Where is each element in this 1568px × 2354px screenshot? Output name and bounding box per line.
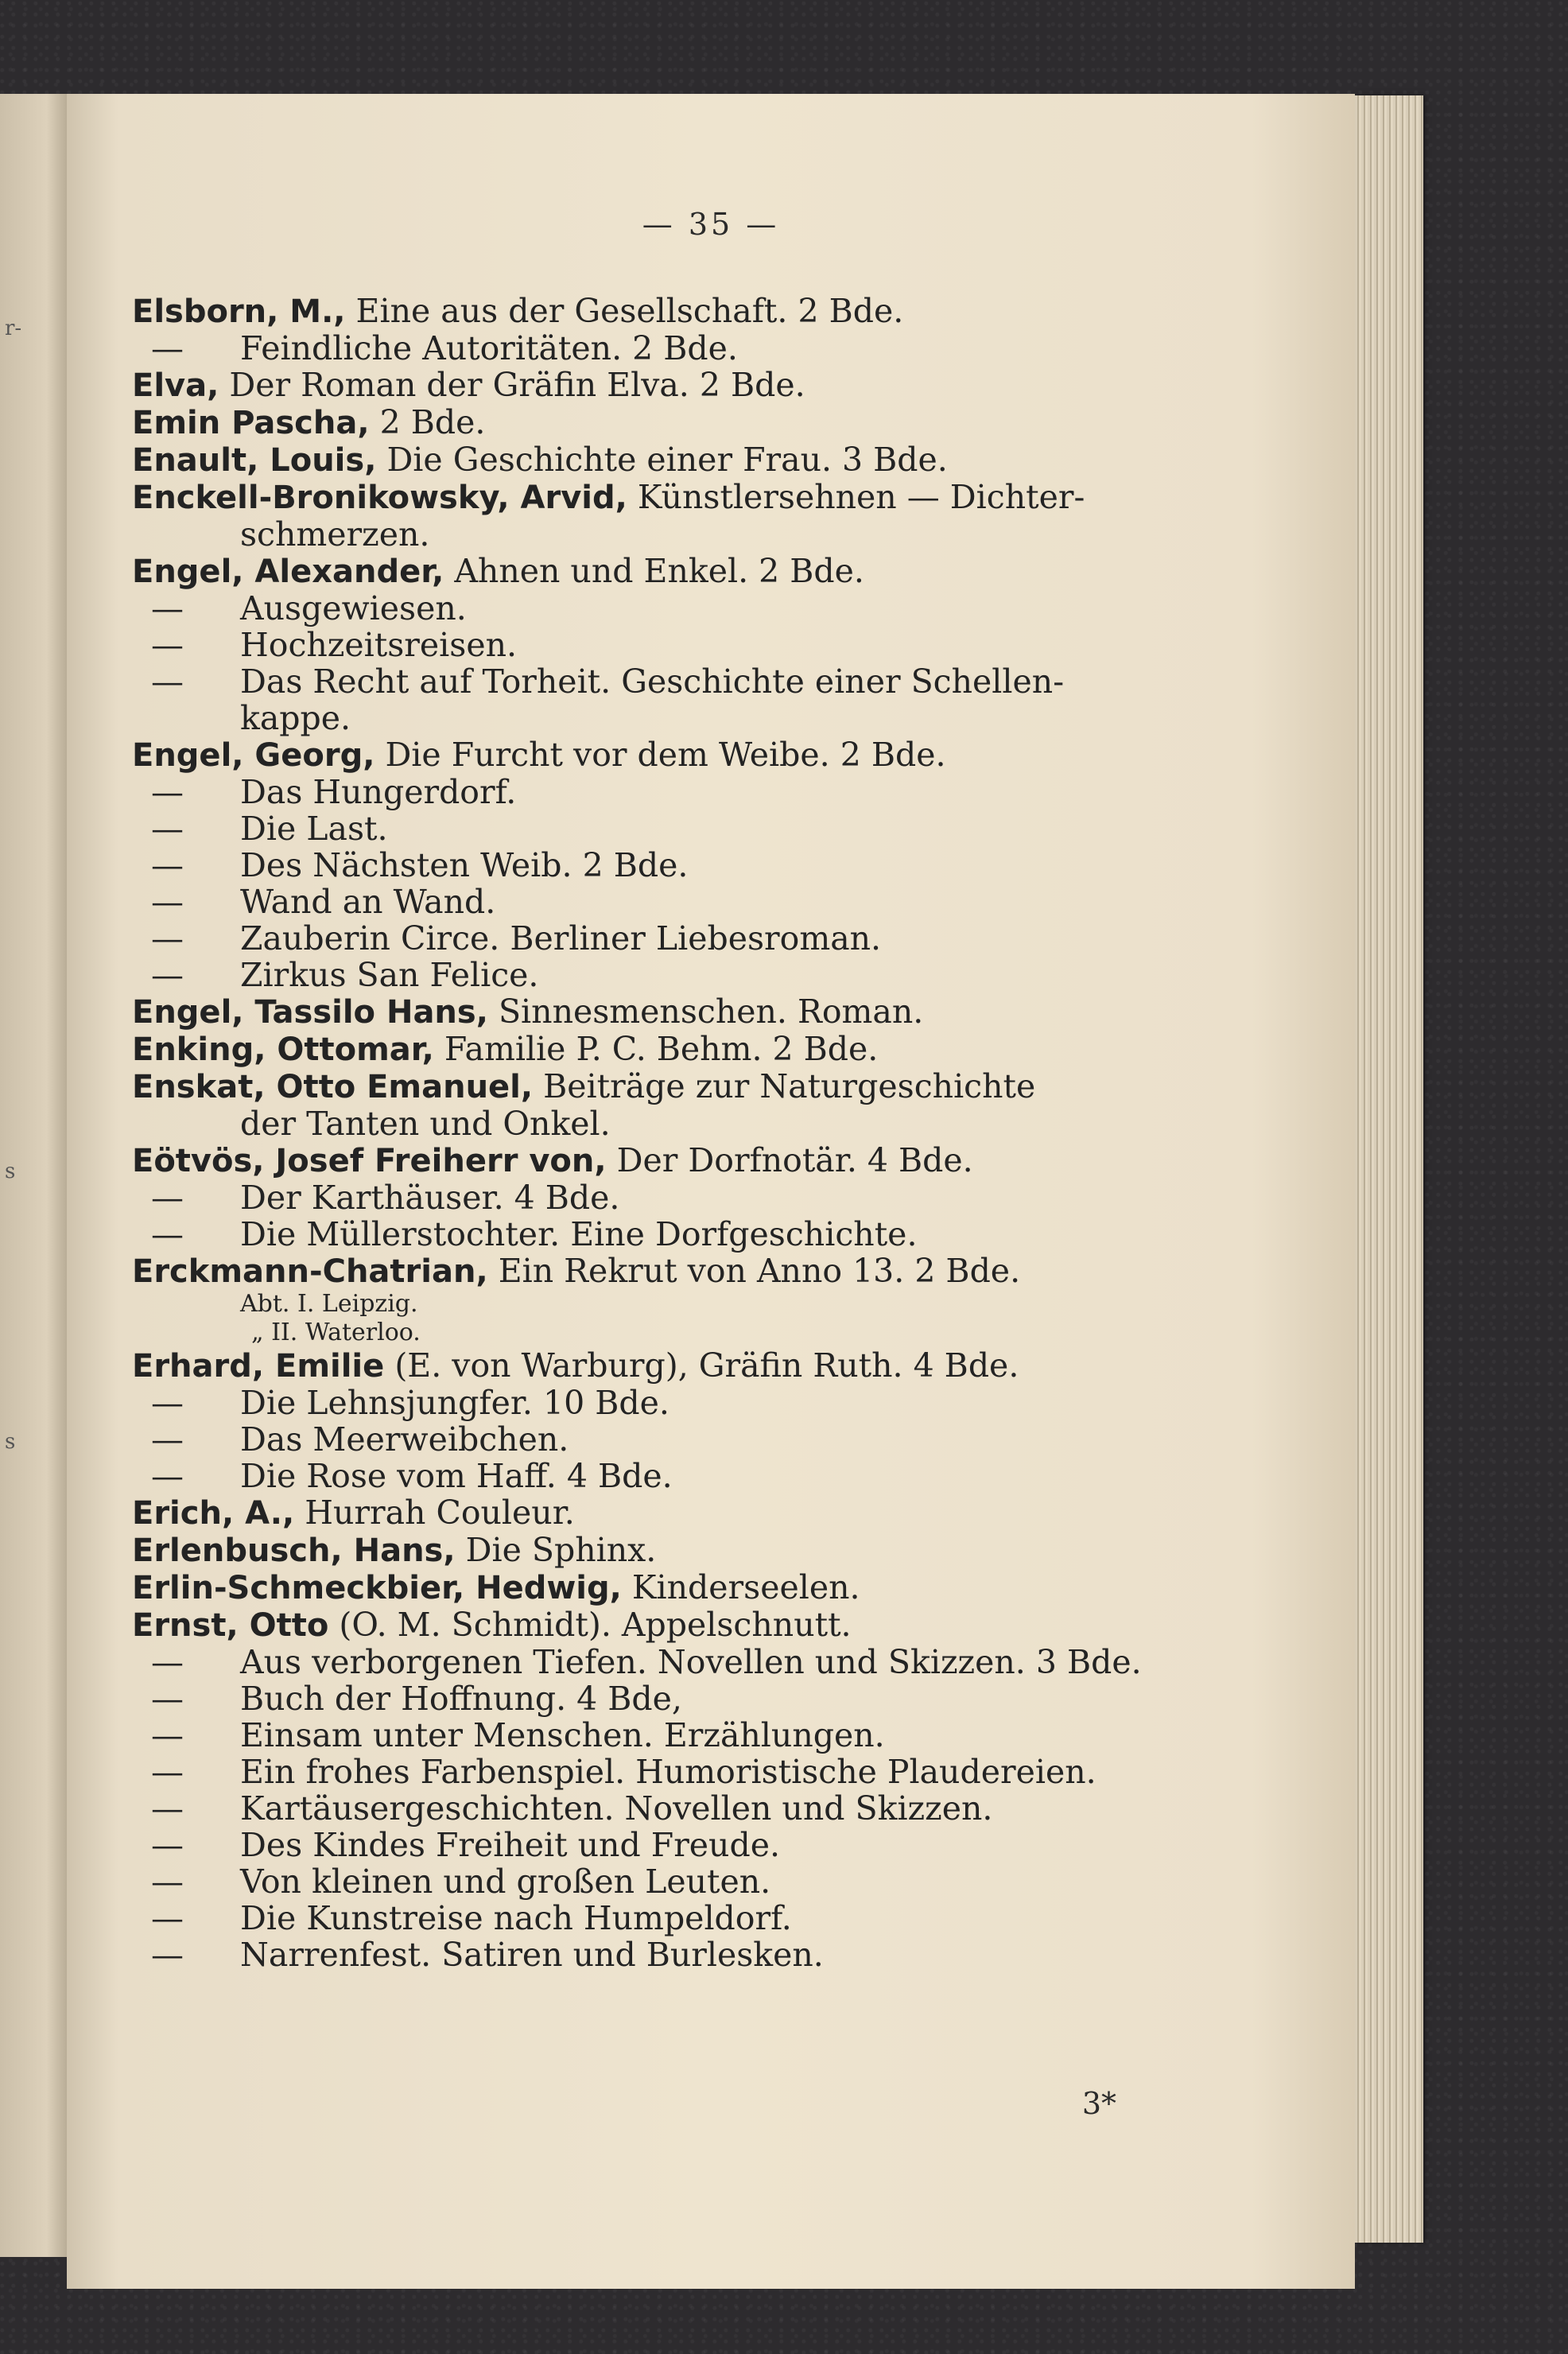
entry-author: Emin Pascha, (132, 405, 370, 441)
entry-sub-title (132, 627, 1213, 663)
entry-title: Der Dorfnotär. 4 Bde. (616, 1141, 973, 1179)
catalog-entry (132, 1347, 1213, 1385)
entry-author: Erich, A., (132, 1495, 295, 1532)
entry-author: Enault, Louis, (132, 442, 377, 479)
entry-author: Engel, Tassilo Hans, (132, 994, 488, 1031)
entry-sub-title (132, 847, 1213, 884)
ditto-dash: — (151, 1789, 184, 1828)
entry-title: Ahnen und Enkel. 2 Bde. (454, 552, 864, 590)
ditto-dash: — (151, 1179, 184, 1217)
ditto-dash: — (151, 329, 184, 367)
entry-author: Enckell-Bronikowsky, Arvid, (132, 480, 627, 516)
ditto-dash: — (151, 1753, 184, 1791)
ditto-dash: — (151, 1420, 184, 1459)
ditto-dash: — (151, 1680, 184, 1718)
sub-title-text: Die Lehnsjungfer. 10 Bde. (240, 1384, 670, 1422)
page-block-edges (1355, 95, 1423, 2243)
catalog-entry (132, 736, 1213, 774)
catalog-entry (132, 367, 1213, 404)
sub-title-text: Narrenfest. Satiren und Burlesken. (240, 1936, 824, 1974)
entry-note: Abt. I. Leipzig. (240, 1290, 418, 1318)
sub-title-text: Buch der Hoffnung. 4 Bde, (240, 1680, 682, 1718)
margin-mark: s (5, 1160, 16, 1183)
sub-title-text: Ein frohes Farbenspiel. Humoristische Plaudereien. (240, 1753, 1096, 1791)
entry-author: Erlin-Schmeckbier, Hedwig, (132, 1570, 622, 1606)
sub-title-text: Von kleinen und großen Leuten. (240, 1863, 771, 1901)
entry-sub-title (132, 1644, 1213, 1680)
catalog-entry (132, 1068, 1213, 1142)
margin-mark: s (5, 1430, 16, 1454)
entry-title: 2 Bde. (379, 403, 486, 441)
sub-title-text: Zirkus San Felice. (240, 956, 539, 994)
entry-author: Ernst, Otto (132, 1607, 329, 1644)
entry-title: Beiträge zur Naturgeschichte (543, 1067, 1036, 1105)
entry-author: Engel, Georg, (132, 737, 375, 774)
entry-author: Engel, Alexander, (132, 554, 444, 590)
entry-author: Elsborn, M., (132, 293, 346, 330)
ditto-dash: — (151, 1457, 184, 1495)
ditto-dash: — (151, 919, 184, 958)
catalog-entries (132, 293, 1213, 1973)
ditto-dash: — (151, 1899, 184, 1937)
entry-sub-title (132, 1458, 1213, 1494)
entry-sub-title (132, 1936, 1213, 1973)
entry-sub-title (132, 1900, 1213, 1936)
entry-title: Hurrah Couleur. (305, 1494, 575, 1532)
sub-title-text: Das Recht auf Torheit. Geschichte einer Schellen- (240, 662, 1065, 701)
sub-title-text: Das Meerweibchen. (240, 1420, 569, 1459)
page-number: — 35 — (642, 207, 780, 242)
ditto-dash: — (151, 1936, 184, 1974)
ditto-dash: — (151, 1215, 184, 1253)
entry-sub-title (132, 1827, 1213, 1863)
entry-title: Kinderseelen. (631, 1568, 860, 1606)
catalog-entry (132, 1569, 1213, 1606)
sub-title-text: Die Kunstreise nach Humpeldorf. (240, 1899, 792, 1937)
entry-title: Die Furcht vor dem Weibe. 2 Bde. (385, 736, 946, 774)
entry-sub-title (132, 1754, 1213, 1790)
entry-title: Künstlersehnen — Dichter- (637, 478, 1085, 516)
sub-title-text: Ausgewiesen. (240, 589, 467, 627)
entry-sub-title (132, 1863, 1213, 1900)
catalog-entry (132, 1494, 1213, 1532)
catalog-entry (132, 1142, 1213, 1179)
entry-sub-title (132, 810, 1213, 847)
sub-title-text: Das Hungerdorf. (240, 773, 517, 811)
catalog-entry (132, 993, 1213, 1031)
ditto-dash: — (151, 810, 184, 848)
sub-title-text: Hochzeitsreisen. (240, 626, 518, 664)
sub-title-text: Einsam unter Menschen. Erzählungen. (240, 1716, 885, 1754)
entry-author: Erckmann-Chatrian, (132, 1253, 488, 1290)
ditto-dash: — (151, 1863, 184, 1901)
entry-continuation: schmerzen. (240, 515, 430, 554)
entry-sub-title (132, 1179, 1213, 1216)
entry-sub-title (132, 957, 1213, 993)
entry-sub-title (132, 1717, 1213, 1754)
ditto-dash: — (151, 846, 184, 884)
entry-sub-title (132, 590, 1213, 627)
entry-sub-title (132, 330, 1213, 367)
entry-title: Sinnesmenschen. Roman. (498, 992, 924, 1031)
catalog-entry (132, 1606, 1213, 1644)
entry-author: Enking, Ottomar, (132, 1031, 434, 1068)
sub-title-text: Des Nächsten Weib. 2 Bde. (240, 846, 689, 884)
signature-mark: 3* (1081, 2086, 1116, 2121)
entry-title: Ein Rekrut von Anno 13. 2 Bde. (498, 1252, 1021, 1290)
entry-author: Eötvös, Josef Freiherr von, (132, 1143, 607, 1179)
book-page (67, 94, 1355, 2289)
entry-sub-title (132, 884, 1213, 920)
entry-continuation: der Tanten und Onkel. (240, 1105, 611, 1143)
sub-title-text: Die Müllerstochter. Eine Dorfgeschichte. (240, 1215, 918, 1253)
sub-title-text: Die Rose vom Haff. 4 Bde. (240, 1457, 673, 1495)
entry-sub-title (132, 1385, 1213, 1421)
catalog-entry (132, 1031, 1213, 1068)
catalog-entry (132, 479, 1213, 553)
sub-title-text: Wand an Wand. (240, 883, 496, 921)
entry-sub-title (132, 1216, 1213, 1253)
catalog-entry (132, 1253, 1213, 1290)
entry-author: Enskat, Otto Emanuel, (132, 1069, 534, 1105)
entry-author: Erhard, Emilie (132, 1348, 385, 1385)
entry-title: Eine aus der Gesellschaft. 2 Bde. (355, 292, 904, 330)
sub-title-text: Des Kindes Freiheit und Freude. (240, 1826, 781, 1864)
catalog-entry (132, 553, 1213, 590)
entry-title: Der Roman der Gräfin Elva. 2 Bde. (229, 366, 805, 404)
previous-page-edge (0, 94, 67, 2257)
ditto-dash: — (151, 773, 184, 811)
sub-title-text: Feindliche Autoritäten. 2 Bde. (240, 329, 738, 367)
ditto-dash: — (151, 626, 184, 664)
entry-title: Die Geschichte einer Frau. 3 Bde. (386, 441, 948, 479)
ditto-dash: — (151, 1384, 184, 1422)
entry-sub-title (132, 920, 1213, 957)
entry-title: Die Sphinx. (465, 1531, 657, 1569)
catalog-entry (132, 1532, 1213, 1569)
sub-title-text: Zauberin Circe. Berliner Liebesroman. (240, 919, 882, 958)
ditto-dash: — (151, 1826, 184, 1864)
entry-sub-title (132, 663, 1213, 700)
entry-sub-title (132, 1790, 1213, 1827)
sub-title-text: Der Karthäuser. 4 Bde. (240, 1179, 620, 1217)
sub-title-text: Aus verborgenen Tiefen. Novellen und Skizzen. 3 Bde. (240, 1643, 1142, 1681)
entry-sub-title (132, 774, 1213, 810)
catalog-entry (132, 404, 1213, 441)
catalog-entry (132, 441, 1213, 479)
entry-title: (E. von Warburg), Gräfin Ruth. 4 Bde. (394, 1346, 1019, 1385)
ditto-dash: — (151, 883, 184, 921)
entry-author: Erlenbusch, Hans, (132, 1532, 456, 1569)
ditto-dash: — (151, 589, 184, 627)
margin-mark: r- (5, 317, 22, 340)
entry-title: (O. M. Schmidt). Appelschnutt. (339, 1606, 852, 1644)
catalog-entry (132, 293, 1213, 330)
ditto-dash: — (151, 1716, 184, 1754)
sub-title-text: Kartäusergeschichten. Novellen und Skizzen. (240, 1789, 993, 1828)
ditto-dash: — (151, 1643, 184, 1681)
sub-title-text: Die Last. (240, 810, 388, 848)
entry-title: Familie P. C. Behm. 2 Bde. (444, 1030, 879, 1068)
entry-sub-title (132, 1680, 1213, 1717)
entry-sub-title (132, 1421, 1213, 1458)
ditto-dash: — (151, 662, 184, 701)
entry-author: Elva, (132, 367, 219, 404)
ditto-dash: — (151, 956, 184, 994)
entry-note: „ II. Waterloo. (251, 1319, 421, 1346)
sub-title-continuation: kappe. (240, 699, 351, 737)
